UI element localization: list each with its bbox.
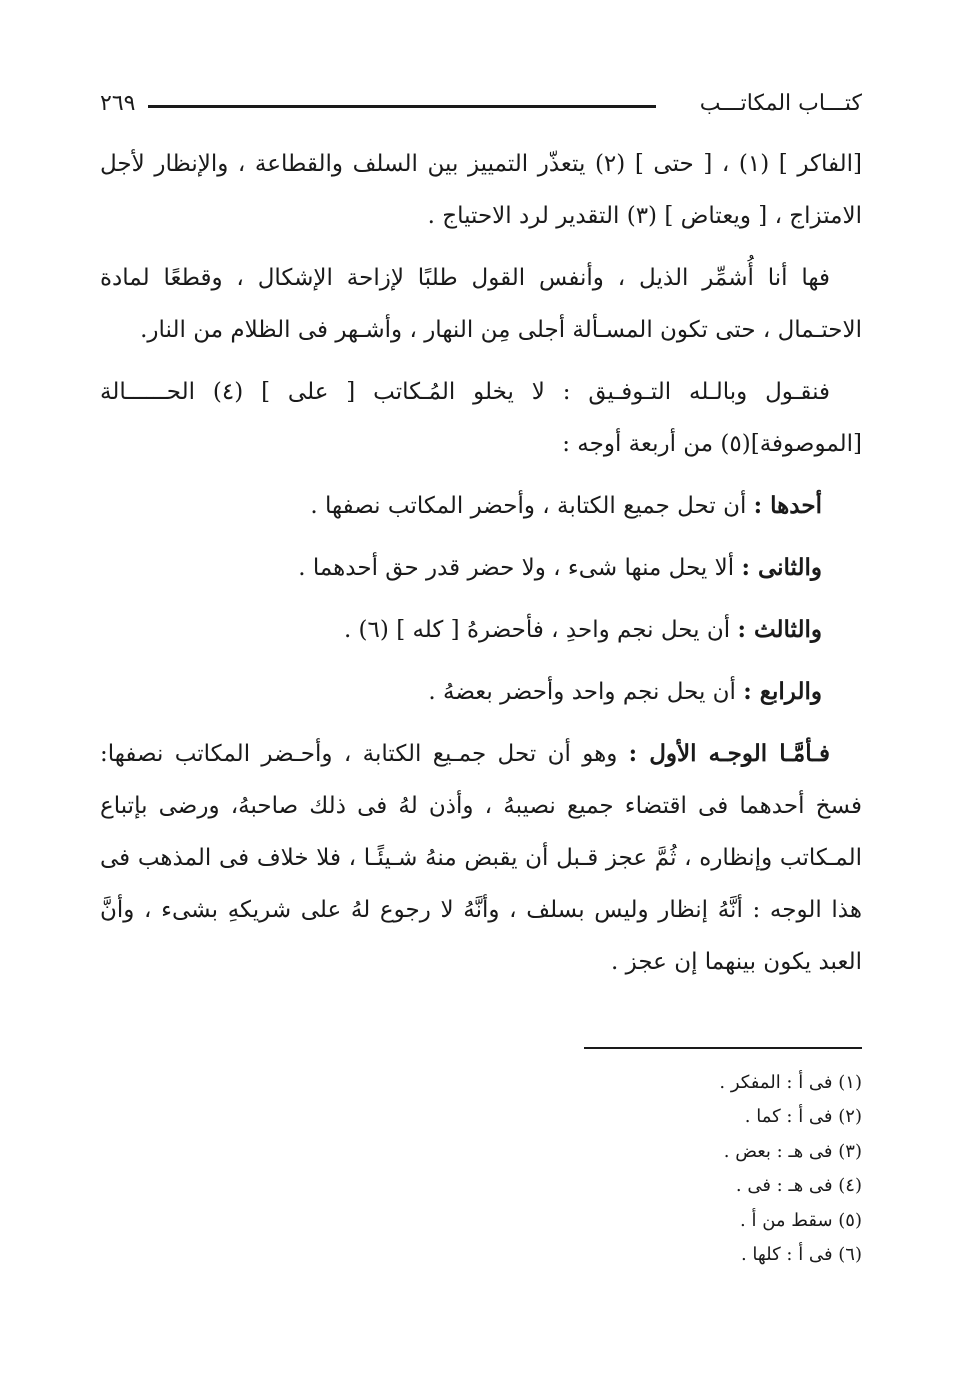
footnote-rule xyxy=(584,1047,862,1049)
paragraph: [الفاكر ] (١) ، [ حتى ] (٢) يتعذّر التمييز بين السلف والقطاعة ، والإنظار لأجل الامتزاج ، [ ويعتاض ] (٣) التقدير لرد الاحتياج . xyxy=(100,151,862,229)
item-lead: والرابع : xyxy=(743,678,822,705)
list-item: والثالث : أن يحل نجم واحدِ ، فأحضرهُ [ كله ] (٦) . xyxy=(343,616,822,643)
item-lead: أحدها : xyxy=(753,492,822,519)
footnote: (١) فى أ : المفكر . xyxy=(719,1072,862,1093)
footnotes xyxy=(502,1066,862,1272)
footnote: (٤) فى هـ : فى . xyxy=(735,1175,862,1197)
list-item: والرابع : أن يحل نجم واحد وأحضر بعضهُ . xyxy=(428,678,822,705)
item-lead: والثالث : xyxy=(737,616,822,643)
paragraph: فـأمَّـا الوجـه الأول : وهو أن تحل جمـيع الكتابة ، وأحـضر المكاتب نصفها: فسخ أحدهما فى اقتضاء جميع نصيبهُ ، وأذن لهُ فى ذلك صاحبهُ، ورضى بإتباع المـكاتب وإنظاره ، ثُمَّ عجز قـبل أن يقبض منهُ شـيئًـا ، فلا خلاف فى المذهب فى هذا الوجه : أنَّهُ إنظار وليس بسلف ، وأنَّهُ لا رجوع لهُ على شريكهِ بشىء ، وأنَّ العبد يكون بينهما إن عجز . xyxy=(100,740,862,975)
header-rule xyxy=(148,105,656,108)
footnote: (٣) فى هـ : بعض . xyxy=(723,1140,862,1162)
item-lead: والثانى : xyxy=(741,554,822,581)
footnote: (٦) فى أ : كلها . xyxy=(740,1244,862,1266)
footnote: (٢) فى أ : كما . xyxy=(744,1106,862,1128)
footnote: (٥) سقط من أ . xyxy=(740,1209,862,1231)
paragraph: فنقـول وبالـله التـوفـيق : لا يخلو المُـكاتب [ على ] (٤) الحــــــالة [الموصوفة](٥) من أربعة أوجه : xyxy=(100,379,862,457)
section-lead: فـأمَّـا الوجـه الأول : xyxy=(628,740,830,767)
main-text xyxy=(100,138,862,998)
list-item: والثانى : ألا يحل منها شىء ، ولا حضر قدر حق أحدهما . xyxy=(298,554,822,581)
running-title: كتـــاب المكاتـــب xyxy=(699,91,862,116)
page-number: ٢٦٩ xyxy=(100,91,136,116)
paragraph: فها أنا أُشمِّر الذيل ، وأنفس القول طلبًا لإزاحة الإشكال ، وقطعًا لمادة الاحتـمال ، حتى تكون المسـألة أجلى مِن النهار ، وأشـهر فى الظلام من النار. xyxy=(100,265,862,343)
running-header xyxy=(100,86,862,126)
list-item: أحدها : أن تحل جميع الكتابة ، وأحضر المكاتب نصفها . xyxy=(310,492,822,519)
